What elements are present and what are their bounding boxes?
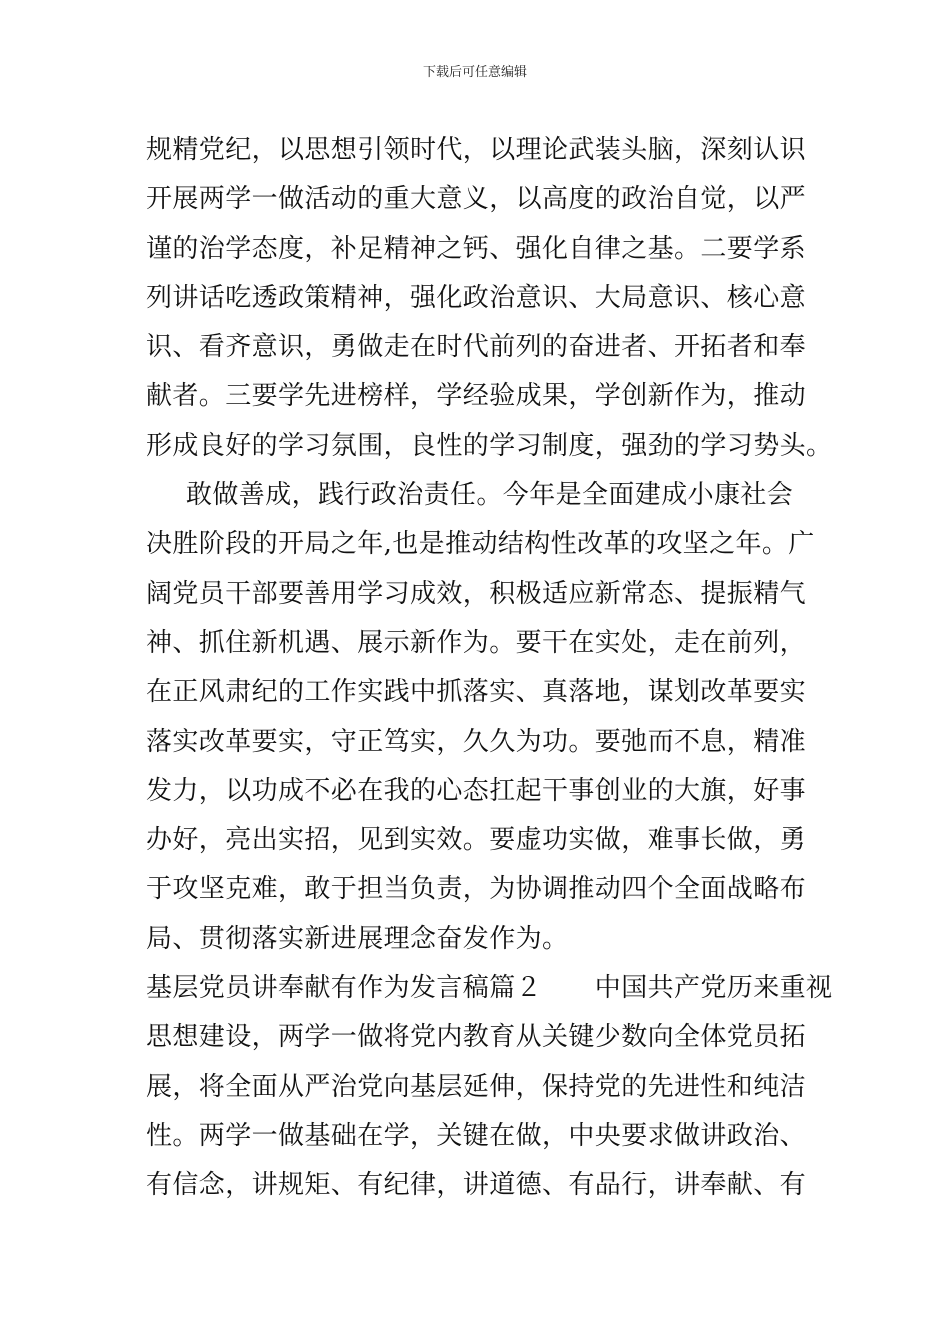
document-body <box>146 126 833 1211</box>
page-header-note: 下载后可任意编辑 <box>422 65 527 80</box>
text-line: 局、贯彻落实新进展理念奋发作为。 <box>146 923 569 954</box>
text-line: 性。两学一做基础在学，关键在做，中央要求做讲政治、 <box>146 1120 807 1151</box>
text-line: 思想建设，两学一做将党内教育从关键少数向全体党员拓 <box>146 1022 807 1053</box>
text-line: 于攻坚克难，敢于担当负责，为协调推动四个全面战略布 <box>146 874 807 905</box>
paragraph-start-line: 敢做善成，践行政治责任。今年是全面建成小康社会 <box>186 480 794 511</box>
section-heading-line: 基层党员讲奉献有作为发言稿篇２ 中国共产党历来重视 <box>146 973 833 1004</box>
text-line: 神、抓住新机遇、展示新作为。要干在实处，走在前列， <box>146 627 807 658</box>
text-line: 展，将全面从严治党向基层延伸，保持党的先进性和纯洁 <box>146 1071 807 1102</box>
text-line: 规精党纪，以思想引领时代，以理论武装头脑，深刻认识 <box>146 135 807 165</box>
text-line: 发力，以功成不必在我的心态扛起干事创业的大旗，好事 <box>146 775 807 806</box>
text-line: 在正风肃纪的工作实践中抓落实、真落地，谋划改革要实 <box>146 677 807 708</box>
text-line: 办好，亮出实招，见到实效。要虚功实做，难事长做，勇 <box>146 825 807 856</box>
text-line: 列讲话吃透政策精神，强化政治意识、大局意识、核心意 <box>146 282 807 313</box>
text-line: 阔党员干部要善用学习成效，积极适应新常态、提振精气 <box>146 578 807 609</box>
text-line: 献者。三要学先进榜样，学经验成果，学创新作为，推动 <box>146 381 807 412</box>
text-line: 开展两学一做活动的重大意义，以高度的政治自觉，以严 <box>146 184 807 215</box>
text-line: 谨的治学态度，补足精神之钙、强化自律之基。二要学系 <box>146 233 807 264</box>
text-line: 识、看齐意识，勇做走在时代前列的奋进者、开拓者和奉 <box>146 332 807 363</box>
text-line: 形成良好的学习氛围，良性的学习制度，强劲的学习势头。 <box>146 430 833 461</box>
text-line: 落实改革要实，守正笃实，久久为功。要弛而不息，精准 <box>146 726 807 757</box>
text-line: 有信念，讲规矩、有纪律，讲道德、有品行，讲奉献、有 <box>146 1170 807 1201</box>
text-line: 决胜阶段的开局之年,也是推动结构性改革的攻坚之年。广 <box>146 529 815 560</box>
